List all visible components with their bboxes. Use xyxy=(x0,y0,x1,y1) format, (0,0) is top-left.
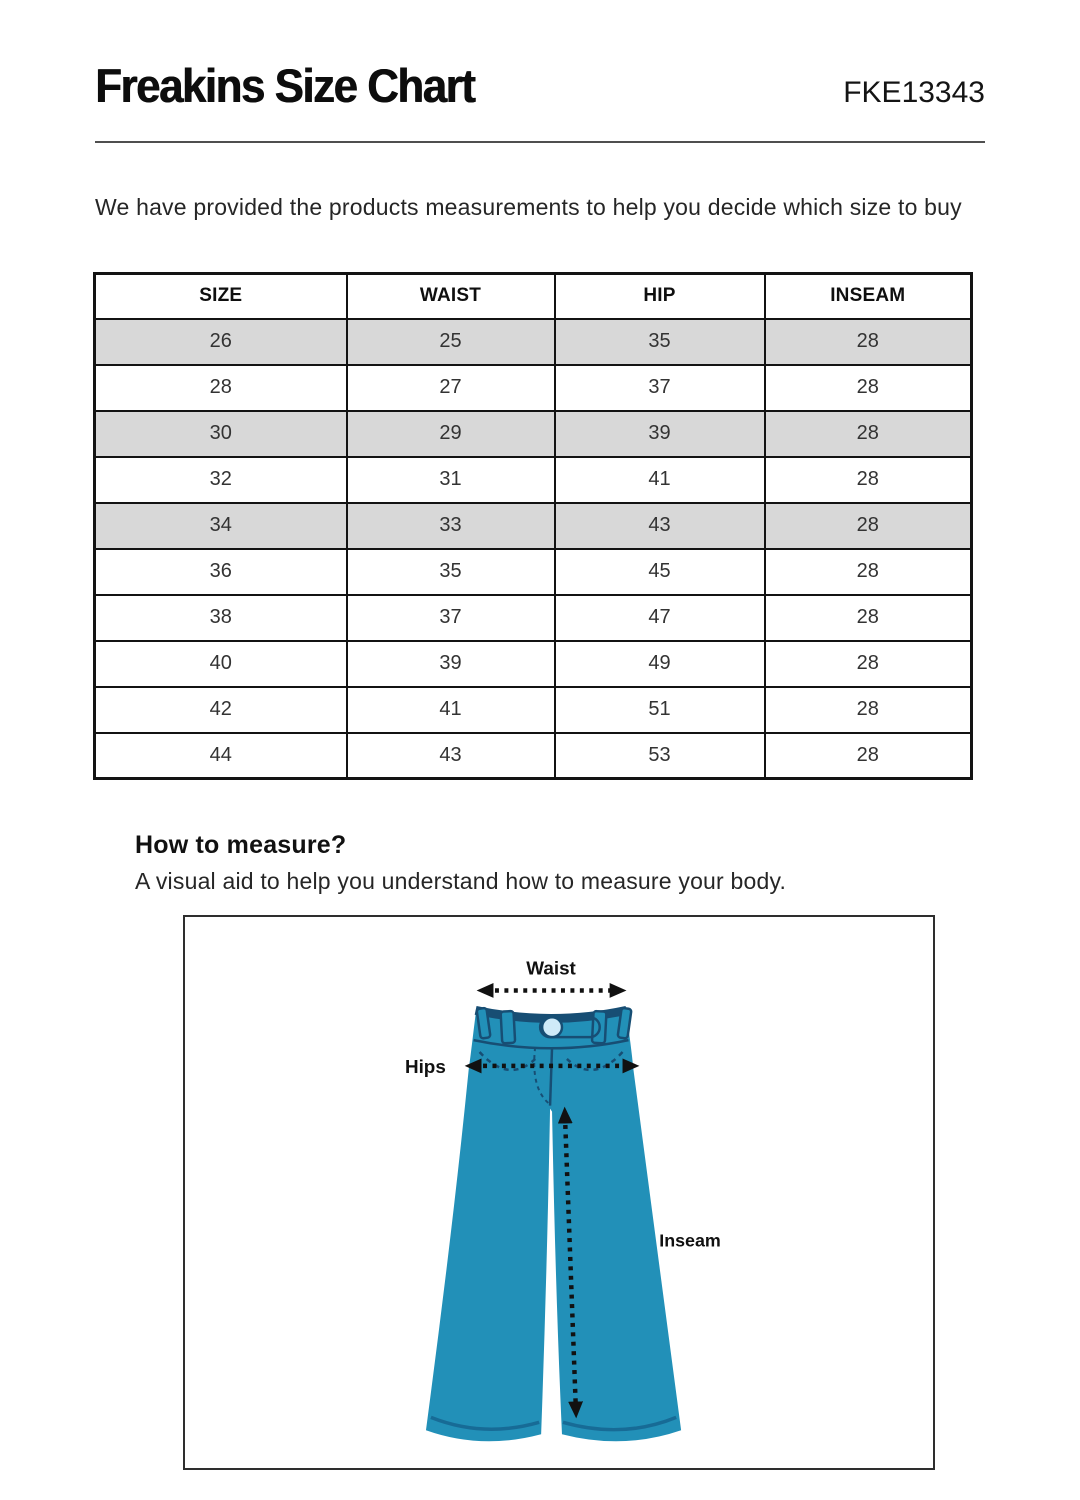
product-code: FKE13343 xyxy=(843,76,985,109)
intro-text: We have provided the products measurements to help you decide which size to buy xyxy=(95,194,962,220)
waist-label: Waist xyxy=(526,957,576,979)
table-row: 28 27 37 28 xyxy=(95,365,972,411)
column-header-hip: HIP xyxy=(555,274,765,319)
table-header-row xyxy=(95,274,972,319)
table-row: 30 29 39 28 xyxy=(95,411,972,457)
measurement-figure-box xyxy=(183,915,935,1470)
jeans-button xyxy=(542,1017,562,1037)
how-to-measure-heading: How to measure? xyxy=(135,831,347,859)
inseam-label: Inseam xyxy=(659,1230,721,1251)
table-row: 40 39 49 28 xyxy=(95,641,972,687)
header-divider xyxy=(95,141,985,143)
table-row: 34 33 43 28 xyxy=(95,503,972,549)
hips-label: Hips xyxy=(404,1055,446,1077)
page-title: Freakins Size Chart xyxy=(95,59,475,112)
table-row: 38 37 47 28 xyxy=(95,595,972,641)
jeans-measurement-diagram xyxy=(185,917,933,1468)
column-header-waist: WAIST xyxy=(347,274,555,319)
table-row: 32 31 41 28 xyxy=(95,457,972,503)
table-row: 36 35 45 28 xyxy=(95,549,972,595)
table-row: 42 41 51 28 xyxy=(95,687,972,733)
jeans-body xyxy=(426,1007,681,1441)
column-header-size: SIZE xyxy=(95,274,347,319)
size-table xyxy=(93,272,973,780)
table-row: 26 25 35 28 xyxy=(95,319,972,365)
page-header xyxy=(95,58,985,113)
column-header-inseam: INSEAM xyxy=(765,274,972,319)
how-to-measure-subtitle: A visual aid to help you understand how to measure your body. xyxy=(135,868,787,894)
table-row: 44 43 53 28 xyxy=(95,733,972,779)
